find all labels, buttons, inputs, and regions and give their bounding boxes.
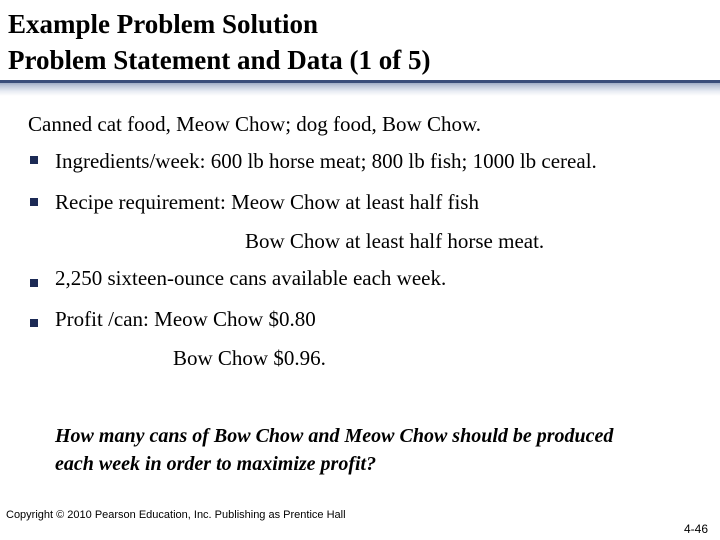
title-line-1: Example Problem Solution [8,9,319,39]
title-line-2: Problem Statement and Data (1 of 5) [8,45,431,75]
bullet-continuation-2: Bow Chow $0.96. [173,346,326,370]
bullet-marker-3 [30,279,38,287]
bullet-marker-4 [30,319,38,327]
bullet-item-2: Recipe requirement: Meow Chow at least half fish [55,190,479,214]
bullet-continuation-1: Bow Chow at least half horse meat. [245,229,545,253]
bullet-item-1: Ingredients/week: 600 lb horse meat; 800 lb fish; 1000 lb cereal. [55,149,597,173]
bullet-item-3: 2,250 sixteen-ounce cans available each week. [55,266,447,290]
page-number: 4-46 [683,522,708,536]
intro-text: Canned cat food, Meow Chow; dog food, Bow Chow. [28,112,482,136]
question-text: How many cans of Bow Chow and Meow Chow should be produced each week in order to maximize profit? [55,425,614,475]
bullet-marker-2 [30,198,38,206]
bullet-item-4: Profit /can: Meow Chow $0.80 [55,307,316,331]
bullet-marker-1 [30,156,38,164]
copyright-footer: Copyright © 2010 Pearson Education, Inc. Publishing as Prentice Hall [6,509,346,521]
title-divider [0,80,720,96]
title-divider-line [0,80,720,83]
slide-title [8,6,430,78]
